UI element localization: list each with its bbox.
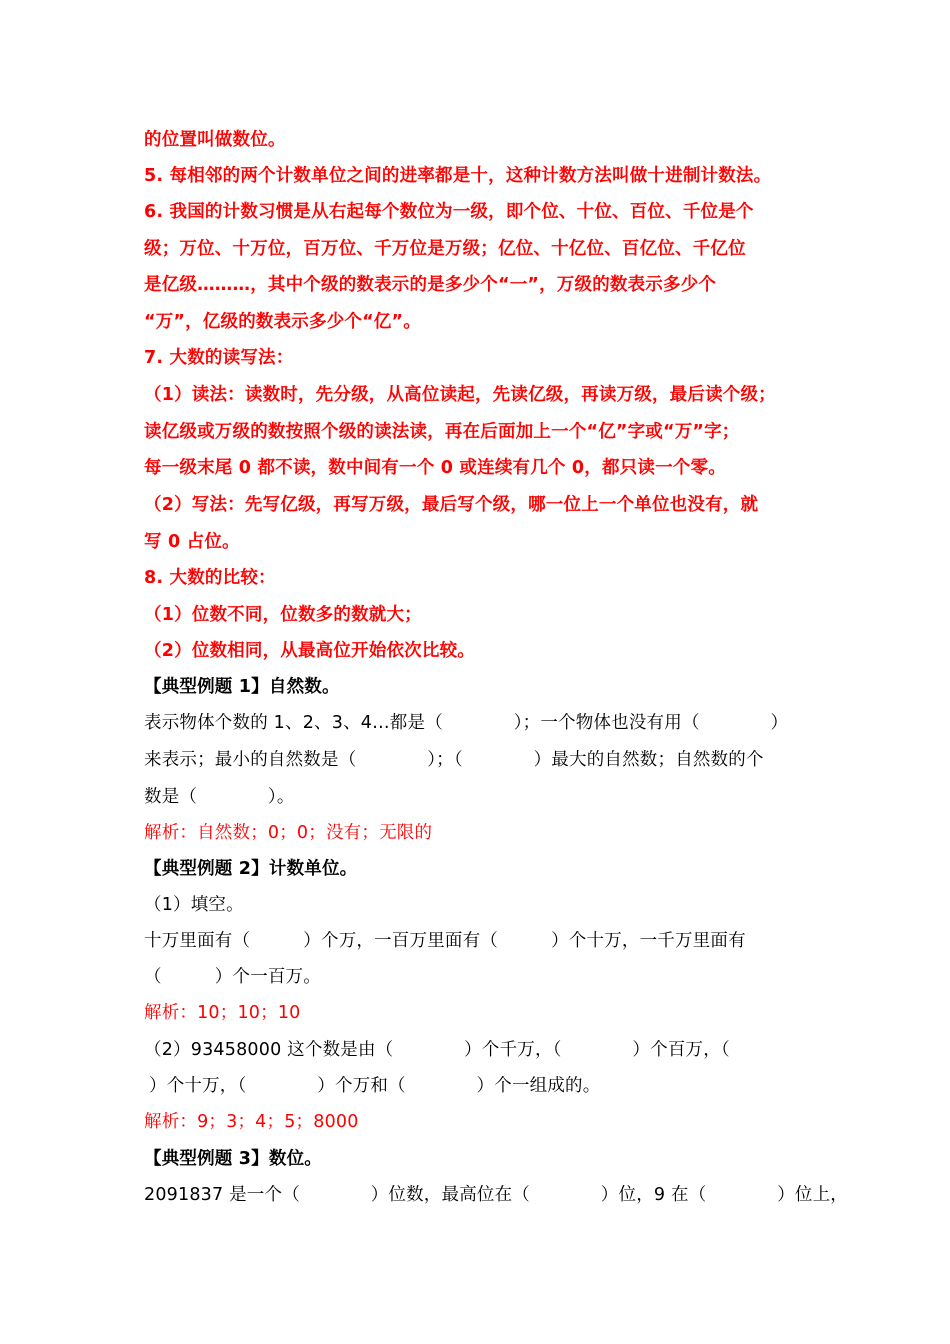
text-line-30: 2091837 是一个（ ）位数，最高位在（ ）位，9 在（ ）位上， — [144, 1185, 848, 1205]
text-line-5: 是亿级………，其中个级的数表示的是多少个“一”，万级的数表示多少个 — [144, 275, 717, 295]
text-line-10: 每一级末尾 0 都不读，数中间有一个 0 或连续有几个 0，都只读一个零。 — [144, 458, 726, 478]
answer-2-2: 解析：9；3；4；5；8000 — [144, 1112, 359, 1132]
text-line-8: （1）读法：读数时，先分级，从高位读起，先读亿级，再读万级，最后读个级； — [144, 385, 776, 405]
text-line-12: 写 0 占位。 — [144, 532, 240, 552]
text-line-4: 级；万位、十万位，百万位、千万位是万级；亿位、十亿位、百亿位、千亿位 — [144, 239, 746, 259]
text-line-17: 表示物体个数的 1、2、3、4…都是（ ）；一个物体也没有用（ ） — [144, 713, 789, 733]
answer-2-1: 解析：10；10；10 — [144, 1003, 301, 1023]
example-2-heading: 【典型例题 2】计数单位。 — [144, 859, 358, 879]
text-line-27: ）个十万，（ ）个万和（ ）个一组成的。 — [149, 1076, 601, 1096]
text-line-9: 读亿级或万级的数按照个级的读法读，再在后面加上一个“亿”字或“万”字； — [144, 422, 740, 442]
text-line-26: （2）93458000 这个数是由（ ）个千万，（ ）个百万，（ — [144, 1040, 730, 1060]
text-line-2: 5. 每相邻的两个计数单位之间的进率都是十，这种计数方法叫做十进制计数法。 — [144, 166, 772, 186]
text-line-23: 十万里面有（ ）个万，一百万里面有（ ）个十万，一千万里面有 — [144, 931, 746, 951]
text-line-11: （2）写法：先写亿级，再写万级，最后写个级，哪一位上一个单位也没有，就 — [144, 495, 759, 515]
text-line-3: 6. 我国的计数习惯是从右起每个数位为一级，即个位、十位、百位、千位是个 — [144, 202, 754, 222]
text-line-24: （ ）个一百万。 — [144, 967, 321, 987]
text-line-15: （2）位数相同，从最高位开始依次比较。 — [144, 641, 475, 661]
text-line-7: 7. 大数的读写法： — [144, 348, 294, 368]
text-line-1: 的位置叫做数位。 — [144, 130, 286, 150]
text-line-14: （1）位数不同，位数多的数就大； — [144, 605, 422, 625]
example-1-heading: 【典型例题 1】自然数。 — [144, 677, 340, 697]
text-line-6: “万”，亿级的数表示多少个“亿”。 — [144, 312, 421, 332]
example-3-heading: 【典型例题 3】数位。 — [144, 1149, 322, 1169]
answer-1: 解析：自然数；0；0；没有；无限的 — [144, 823, 433, 843]
text-line-13: 8. 大数的比较： — [144, 568, 276, 588]
text-line-19: 数是（ ）。 — [144, 787, 295, 807]
text-line-22: （1）填空。 — [144, 895, 244, 915]
text-line-18: 来表示；最小的自然数是（ ）；（ ）最大的自然数；自然数的个 — [144, 750, 764, 770]
